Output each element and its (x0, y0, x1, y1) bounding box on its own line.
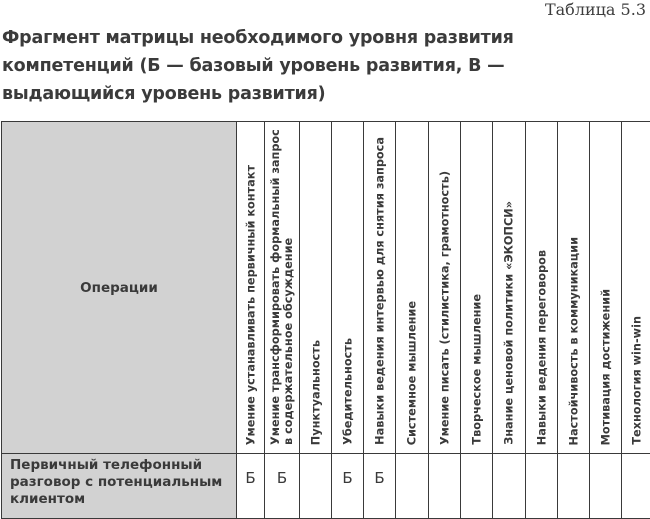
level-cell (590, 454, 622, 519)
header-row (2, 122, 650, 454)
table-row (2, 454, 650, 519)
competency-matrix (1, 121, 650, 519)
level-cell (396, 454, 429, 519)
competency-label: Умение трансформировать формальный запрос в содержательное обсуждение (269, 127, 295, 445)
table-number: Таблица 5.3 (545, 0, 646, 19)
competency-label: Настойчивость в коммуникации (567, 237, 580, 445)
competency-header (493, 122, 526, 454)
competency-label: Мотивация достижений (599, 289, 612, 445)
competency-label: Технология win-win (630, 316, 643, 445)
competency-header (590, 122, 622, 454)
level-cell: Б (237, 454, 265, 519)
level-cell: Б (332, 454, 364, 519)
level-cell (526, 454, 558, 519)
competency-label: Системное мышление (406, 301, 419, 445)
table-title: Фрагмент матрицы необходимого уровня развития компетенций (Б — базовый уровень развития, В — выдающийся уровень развития) (2, 24, 562, 108)
competency-header (526, 122, 558, 454)
level-cell: Б (265, 454, 300, 519)
competency-label: Убедительность (341, 338, 354, 445)
level-cell (461, 454, 493, 519)
competency-header (332, 122, 364, 454)
competency-header (429, 122, 461, 454)
level-cell: Б (364, 454, 396, 519)
operations-header: Операции (2, 122, 237, 454)
competency-label: Навыки ведения переговоров (535, 250, 548, 445)
competency-header (237, 122, 265, 454)
competency-header (300, 122, 332, 454)
level-cell (558, 454, 590, 519)
competency-header (265, 122, 300, 454)
level-cell (622, 454, 650, 519)
competency-label: Умение устанавливать первичный контакт (244, 165, 257, 445)
competency-label: Умение писать (стилистика, грамотность) (438, 171, 451, 445)
operation-cell: Первичный телефонный разговор с потенциальным клиентом (2, 454, 237, 519)
level-cell (429, 454, 461, 519)
competency-header (622, 122, 650, 454)
competency-label: Знание ценовой политики «ЭКОПСИ» (503, 201, 516, 445)
competency-label: Творческое мышление (470, 294, 483, 445)
competency-header (396, 122, 429, 454)
level-cell (493, 454, 526, 519)
competency-header (364, 122, 396, 454)
competency-label: Навыки ведения интервью для снятия запроса (373, 137, 386, 445)
competency-label: Пунктуальность (309, 340, 322, 445)
competency-header (461, 122, 493, 454)
level-cell (300, 454, 332, 519)
competency-header (558, 122, 590, 454)
